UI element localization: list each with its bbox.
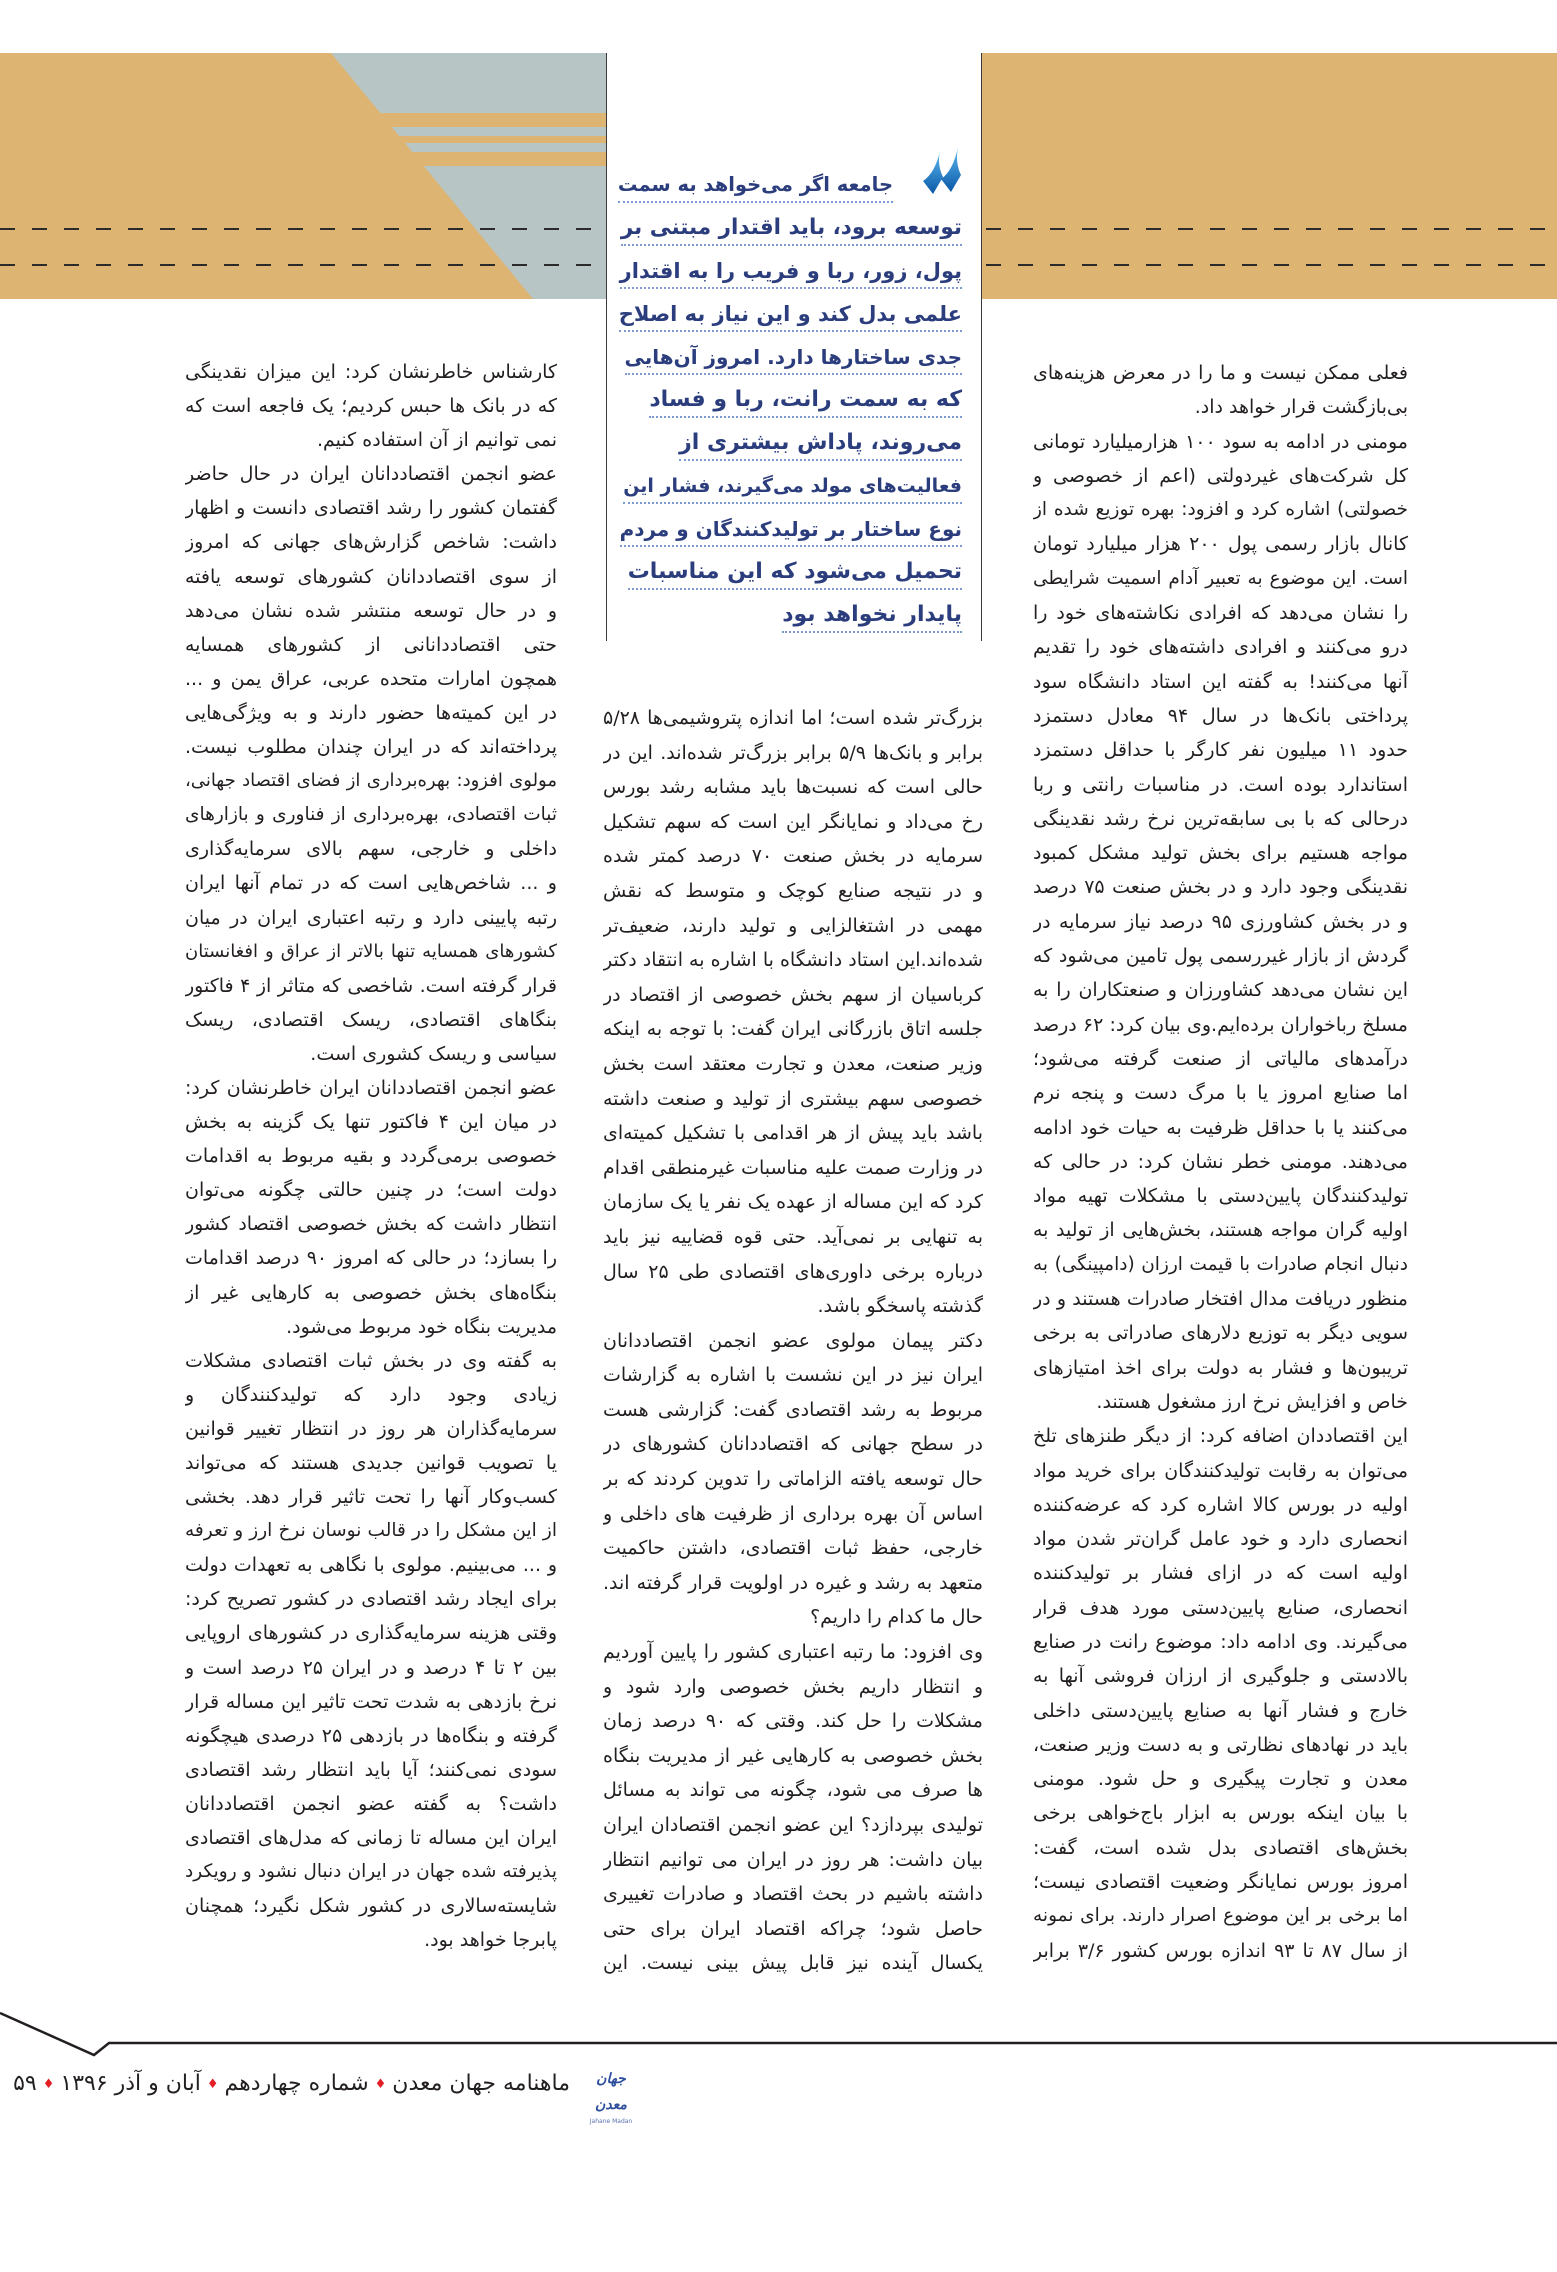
- logo-latin-caption: Jahane Madan: [589, 2118, 633, 2125]
- body-line: به گفته وی در بخش ثبات اقتصادی مشکلات: [185, 1349, 557, 1372]
- pull-quote-line: علمی بدل کند و این نیاز به اصلاح: [619, 299, 962, 332]
- body-line: سرمایه در بخش صنعت ۷۰ درصد کمتر شده: [603, 845, 983, 868]
- body-line: ثبات اقتصادی، بهره‌برداری از فناوری و بازارهای: [185, 804, 557, 826]
- body-line: در سطح جهانی که اقتصاددانان کشورهای در: [603, 1433, 983, 1456]
- body-line: و ... می‌بینیم. مولوی با نگاهی به تعهدات دولت: [185, 1554, 557, 1577]
- body-line: مربوط به رشد اقتصادی گفت: گزارشی هست: [603, 1398, 983, 1421]
- body-line: ایران این مساله تا زمانی که مدل‌های اقتصادی: [185, 1827, 557, 1850]
- body-line: شایسته‌سالاری در کشور شکل نگیرد؛ همچنان: [185, 1895, 557, 1918]
- body-line: دولت است؛ در چنین حالتی چگونه می‌توان: [185, 1179, 557, 1202]
- body-line: با بیان اینکه بورس به ابزار باج‌خواهی برخی: [1033, 1802, 1408, 1825]
- header-band-graphic: [0, 53, 606, 299]
- body-line: معدن و تجارت پیگیری و حل شود. مومنی: [1033, 1768, 1408, 1791]
- body-line: عضو انجمن اقتصاددانان ایران در حال حاضر: [185, 463, 557, 486]
- body-line: خصولتی) اشاره کرد و افزود: بهره توزیع شده از: [1033, 499, 1408, 521]
- pull-quote-line: تحمیل می‌شود که این مناسبات: [628, 557, 962, 590]
- pull-quote-row: [618, 337, 962, 380]
- body-line: را بسازد؛ در حالی که امروز ۹۰ درصد اقدامات: [185, 1247, 557, 1270]
- body-line: بنگاه‌های بخش خصوصی به کارهایی غیر از: [185, 1281, 557, 1304]
- body-line: می‌توان به رقابت تولیدکنندگان برای خرید مواد: [1033, 1459, 1408, 1482]
- body-line: متعهد به رشد و غیره در اولویت قرار گرفته اند.: [603, 1571, 983, 1594]
- footer-date: آبان و آذر ۱۳۹۶: [60, 2071, 201, 2096]
- body-line: حال ما کدام را داریم؟: [810, 1606, 983, 1629]
- red-diamond-icon: ♦: [206, 2077, 219, 2092]
- page-number: ۵۹: [13, 2071, 37, 2096]
- body-line: شده‌اند.این استاد دانشگاه با اشاره به انتقاد دکتر: [603, 949, 983, 972]
- body-line: منظور دریافت مدال افتخار صادرات هستند و در: [1033, 1288, 1408, 1311]
- pull-quote-row: [618, 165, 962, 208]
- body-line: تولیدکنندگان پایین‌دستی با مشکلات تهیه مواد: [1033, 1185, 1408, 1208]
- article-column-left: [185, 355, 557, 1957]
- gold-stripe: [300, 113, 606, 127]
- body-line: و در حال توسعه منتشر شده نشان می‌دهد: [185, 599, 557, 622]
- body-line: حال توسعه یافته الزاماتی را تدوین کردند که بر: [603, 1468, 983, 1491]
- body-line: باشد باید پیش از هر اقدامی با تشکیل کمیته‌ای: [603, 1122, 983, 1145]
- body-line: و ... شاخص‌هایی است که در تمام آنها ایران: [185, 872, 557, 895]
- gray-trapezoid: [331, 53, 606, 299]
- body-line: بالادستی و جلوگیری از ارزان فروشی آنها به: [1033, 1665, 1408, 1688]
- pull-quote-line: نوع ساختار بر تولیدکنندگان و مردم: [620, 514, 962, 547]
- body-line: همچون امارات متحده عربی، عراق یمن و ...: [185, 667, 557, 690]
- body-line: بزرگ‌تر شده است؛ اما اندازه پتروشیمی‌ها ۵/۲۸: [603, 707, 983, 729]
- body-line: برابر و بانک‌ها ۵/۹ برابر بزرگ‌تر شده‌اند. این در: [603, 741, 983, 764]
- body-line: پابرجا خواهد بود.: [424, 1929, 557, 1952]
- body-line: پرداخته‌اند که در ایران چندان مطلوب نیست.: [185, 736, 557, 759]
- body-line: سیاسی و ریسک کشوری است.: [310, 1042, 557, 1065]
- body-line: درباره برخی داوری‌های اقتصادی طی ۲۵ سال: [603, 1260, 983, 1283]
- body-line: اولیه گران مواجه هستند، بخش‌هایی از تولید به: [1033, 1219, 1408, 1242]
- article-column-middle: [603, 701, 983, 1981]
- body-line: نرخ بازدهی به شدت تحت تاثیر این مساله قرار: [185, 1690, 557, 1713]
- body-line: برای ایجاد رشد اقتصادی در کشور تصریح کرد:: [185, 1588, 557, 1611]
- body-line: مشکلات را حل کند. وقتی که ۹۰ درصد زمان: [603, 1710, 983, 1733]
- body-line: ایران نیز در این نشست با اشاره به گزارشات: [603, 1364, 983, 1387]
- dashed-rule: [0, 264, 606, 266]
- body-line: تریبون‌ها و فشار به دولت برای اخذ امتیازهای: [1033, 1356, 1408, 1379]
- body-line: مسلخ رباخواران برده‌ایم.وی بیان کرد: ۶۲ درصد: [1033, 1013, 1408, 1036]
- gold-stripe: [300, 136, 606, 143]
- body-line: رخ می‌داد و نمایانگر این است که سهم تشکیل: [603, 810, 983, 833]
- body-line: گفتمان کشور را رشد اقتصادی دانست و اظهار: [185, 497, 557, 520]
- body-line: کسب‌وکار آنها را تحت تاثیر قرار دهد. بخشی: [185, 1486, 557, 1509]
- body-line: وی افزود: ما رتبه اعتباری کشور را پایین آوردیم: [603, 1641, 983, 1664]
- pull-quote-row: [618, 251, 962, 294]
- body-line: گذشته پاسخگو باشد.: [817, 1295, 983, 1318]
- body-line: مولوی افزود: بهره‌برداری از فضای اقتصاد جهانی،: [185, 770, 557, 792]
- body-line: حتی اقتصاددانانی از کشورهای همسایه: [185, 633, 557, 656]
- body-line: داخلی و خارجی، سهم بالای سرمایه‌گذاری: [185, 838, 557, 861]
- body-line: می‌دهند. مومنی خطر نشان کرد: در حالی که: [1033, 1150, 1408, 1173]
- footer-magazine-name: ماهنامه جهان معدن: [392, 2071, 570, 2096]
- body-line: که در بانک ها حبس کردیم؛ یک فاجعه است که: [185, 395, 557, 418]
- footer-credit: [13, 2069, 570, 2100]
- logo-wordmark: جهان معدن: [595, 2071, 627, 2113]
- body-line: بین ۲ تا ۴ درصد و در ایران ۲۵ درصد است و: [185, 1656, 557, 1679]
- body-line: می‌گیرند. وی ادامه داد: موضوع رانت در صنایع: [1033, 1630, 1408, 1653]
- body-line: و در بخش کشاورزی ۹۵ درصد نیاز سرمایه در: [1033, 910, 1408, 933]
- pull-quote-border-right: [981, 53, 982, 641]
- body-line: نقدینگی وجود دارد و در بخش صنعت ۷۵ درصد: [1033, 876, 1408, 899]
- body-line: این اقتصاددان اضافه کرد: از دیگر طنزهای تلخ: [1033, 1425, 1408, 1448]
- body-line: پرداختی بانک‌ها در سال ۹۴ معادل دستمزد: [1033, 704, 1408, 727]
- body-line: می‌کنند یا با حداقل ظرفیت به حیات خود ادامه: [1033, 1116, 1408, 1139]
- pull-quote-row: [618, 380, 962, 423]
- footer-rule: [0, 2000, 1557, 2070]
- body-line: در این کمیته‌ها حضور دارند و به ویژگی‌هایی: [185, 701, 557, 724]
- body-line: سویی دیگر به توزیع دلارهای صادراتی به برخی: [1033, 1322, 1408, 1345]
- header-band-left: [0, 53, 606, 299]
- body-line: داشت: شاخص گزارش‌های جهانی که امروز: [185, 531, 557, 554]
- body-line: پذیرفته شده جهان در ایران دنبال نشود و رویکرد: [185, 1861, 557, 1883]
- pull-quote-row: [618, 208, 962, 251]
- body-line: حدود ۱۱ میلیون نفر کارگر با حداقل دستمزد: [1033, 739, 1408, 762]
- body-line: امروز بورس نمایانگر وضعیت اقتصادی نیست؛: [1033, 1871, 1408, 1894]
- body-line: درحالی که با بی سابقه‌ترین نرخ رشد نقدینگی: [1033, 807, 1408, 830]
- body-line: استاندارد بوده است. در مناسبات رانتی و ربا: [1033, 773, 1408, 796]
- dashed-rule: [986, 264, 1557, 266]
- pull-quote-row: [618, 294, 962, 337]
- body-line: خصوصی برمی‌گردد و بقیه مربوط به اقدامات: [185, 1145, 557, 1168]
- body-line: گردش از بازار غیررسمی پول تامین می‌شود که: [1033, 945, 1408, 968]
- body-line: خاص و افزایش نرخ ارز مشغول هستند.: [1096, 1390, 1408, 1413]
- gold-stripe: [300, 152, 606, 166]
- body-line: است. این موضوع به تعبیر آدام اسمیت شرایطی: [1033, 567, 1408, 589]
- pull-quote-row: [618, 595, 962, 638]
- pull-quote-line: فعالیت‌های مولد می‌گیرند، فشار این: [623, 471, 962, 504]
- body-line: زیادی وجود دارد که تولیدکنندگان و: [185, 1383, 557, 1406]
- pull-quote: [618, 165, 962, 638]
- body-line: عضو انجمن اقتصاددانان ایران خاطرنشان کرد:: [185, 1076, 557, 1099]
- body-line: بخش خصوصی به کارهایی غیر از مدیریت بنگاه: [603, 1744, 983, 1767]
- body-line: کارشناس خاطرنشان کرد: این میزان نقدینگی: [185, 361, 557, 383]
- body-line: مدیریت بنگاه خود مربوط می‌شود.: [286, 1315, 557, 1338]
- body-line: آنها می‌کنند! به گفته این استاد دانشگاه سود: [1033, 670, 1408, 693]
- body-line: اما برخی بر این موضوع اصرار دارند. برای نمونه: [1033, 1905, 1408, 1927]
- body-line: رتبه پایینی دارد و رتبه اعتباری ایران در میان: [185, 906, 557, 929]
- body-line: درآمدهای مالیاتی از صنعت گرفته می‌شود؛: [1033, 1047, 1408, 1070]
- dashed-rule: [986, 228, 1557, 230]
- body-line: حاصل شود؛ چراکه اقتصاد ایران برای حتی: [603, 1917, 983, 1940]
- pull-quote-line: توسعه برود، باید اقتدار مبتنی بر: [621, 213, 962, 246]
- body-line: نمی توانیم از آن استفاده کنیم.: [317, 429, 557, 452]
- body-line: سرمایه‌گذاران هر روز در انتظار تغییر قوانین: [185, 1417, 557, 1440]
- footer-rule-line: [0, 2013, 1557, 2055]
- body-line: کانال بازار رسمی پول ۲۰۰ هزار میلیارد تومان: [1033, 533, 1408, 556]
- body-line: مواجه هستیم برای بخش تولید مشکل کمبود: [1033, 842, 1408, 865]
- body-line: را نشان می‌دهد که افرادی نکاشته‌های خود را: [1033, 602, 1408, 625]
- pull-quote-row: [618, 509, 962, 552]
- body-line: مومنی در ادامه به سود ۱۰۰ هزارمیلیارد تومانی: [1033, 430, 1408, 453]
- body-line: بیان داشت: هر روز در ایران می توانیم انتظار: [603, 1848, 983, 1871]
- body-line: انتظار داشت که بخش خصوصی اقتصاد کشور: [185, 1213, 557, 1236]
- body-line: به تنهایی بر نمی‌آید. حتی قوه قضاییه نیز باید: [603, 1225, 983, 1248]
- pull-quote-row: [618, 552, 962, 595]
- body-line: اولیه در بورس کالا اشاره کرد که عرضه‌کننده: [1033, 1493, 1408, 1516]
- footer-issue: شماره چهاردهم: [224, 2071, 369, 2096]
- body-line: اساس آن بهره برداری از ظرفیت های داخلی و: [603, 1502, 983, 1525]
- pull-quote-line: جامعه اگر می‌خواهد به سمت: [618, 170, 893, 203]
- body-line: از سال ۸۷ تا ۹۳ اندازه بورس کشور ۳/۶ برابر: [1033, 1939, 1408, 1962]
- body-line: قرار گرفته است. شاخصی که متاثر از ۴ فاکتور: [185, 974, 557, 997]
- body-line: بی‌بازگشت قرار خواهد داد.: [1194, 396, 1408, 419]
- body-line: داشته باشیم در بحث اقتصاد و صادرات تغییری: [603, 1883, 983, 1906]
- dashed-rule: [0, 228, 606, 230]
- pull-quote-row: [618, 423, 962, 466]
- body-line: یکسال آینده نیز قابل پیش بینی نیست. این: [603, 1952, 983, 1975]
- body-line: ها صرف می شود، چگونه می تواند به مسائل: [603, 1779, 983, 1802]
- body-line: خارج و فشار آنها به صنایع پایین‌دستی داخلی: [1033, 1699, 1408, 1722]
- body-line: حالی است که نسبت‌ها باید مشابه رشد بورس: [603, 776, 983, 799]
- body-line: داشت؟ به گفته عضو انجمن اقتصاددانان: [185, 1792, 557, 1815]
- red-diamond-icon: ♦: [42, 2077, 55, 2092]
- pull-quote-border-left: [606, 53, 607, 641]
- body-line: بنگاهای اقتصادی، ریسک اقتصادی، ریسک: [185, 1008, 557, 1031]
- body-line: از این مشکل را در قالب نوسان نرخ ارز و تعرفه: [185, 1520, 557, 1542]
- magazine-logo: [586, 2066, 636, 2125]
- body-line: انحصاری، صنایع پایین‌دستی مورد هدف قرار: [1033, 1596, 1408, 1619]
- body-line: و در نتیجه صنایع کوچک و متوسط که نقش: [603, 879, 983, 902]
- body-line: فعلی ممکن نیست و ما را در معرض هزینه‌های: [1033, 362, 1408, 384]
- body-line: گرفته و بنگاه‌ها در بازدهی ۲۵ درصدی هیچگونه: [185, 1724, 557, 1747]
- body-line: مهمی در اشتغالزایی و تولید دارند، ضعیف‌تر: [603, 914, 983, 937]
- body-line: اما صنایع امروز یا با مرگ دست و پنجه نرم: [1033, 1082, 1408, 1105]
- body-line: این نشان می‌دهد کشاورزان و صنعتکاران را به: [1033, 979, 1408, 1002]
- body-line: یا تصویب قوانین جدیدی هستند که می‌تواند: [185, 1452, 557, 1474]
- article-column-right: [1033, 356, 1408, 1968]
- pull-quote-line: پایدار نخواهد بود: [782, 600, 962, 633]
- pull-quote-line: پول، زور، ربا و فریب را به اقتدار: [620, 256, 962, 289]
- body-line: درو می‌کنند و افرادی داشته‌های خود را تقدیم: [1033, 636, 1408, 659]
- body-line: از سوی اقتصاددانان کشورهای توسعه یافته: [185, 565, 557, 588]
- body-line: وزیر صنعت، معدن و تجارت معتقد است بخش: [603, 1052, 983, 1075]
- body-line: جلسه اتاق بازرگانی ایران گفت: با توجه به اینکه: [603, 1018, 983, 1041]
- body-line: دکتر پیمان مولوی عضو انجمن اقتصاددانان: [603, 1329, 983, 1352]
- body-line: سودی نمی‌کنند؛ آیا باید انتظار رشد اقتصادی: [185, 1758, 557, 1781]
- body-line: دنبال انجام صادرات با قیمت ارزان (دامپینگی) به: [1033, 1253, 1408, 1275]
- body-line: و انتظار داریم بخش خصوصی وارد شود و: [603, 1675, 983, 1698]
- body-line: کرباسیان از سهم بخش خصوصی از اقتصاد در: [603, 983, 983, 1006]
- body-line: تولیدی بپردازد؟ این عضو انجمن اقتصادان ایران: [603, 1814, 983, 1836]
- pull-quote-line: جدی ساختارها دارد. امروز آن‌هایی: [625, 342, 962, 375]
- body-line: کرد که این مساله از عهده یک نفر یا یک سازمان: [603, 1191, 983, 1214]
- body-line: انحصاری دارد و خود عامل گران‌تر شدن مواد: [1033, 1528, 1408, 1551]
- body-line: بخش‌های اقتصادی بدل شده است، گفت:: [1033, 1836, 1408, 1859]
- pull-quote-line: می‌روند، پاداش بیشتری از: [679, 428, 962, 461]
- pull-quote-line: که به سمت رانت، ربا و فساد: [649, 385, 962, 418]
- red-diamond-icon: ♦: [374, 2077, 387, 2092]
- body-line: در میان این ۴ فاکتور تنها یک گزینه به بخش: [185, 1111, 557, 1134]
- body-line: خارجی، حفظ ثبات اقتصادی، داشتن حاکمیت: [603, 1537, 983, 1560]
- body-line: وقتی هزینه سرمایه‌گذاری در کشورهای اروپایی: [185, 1622, 557, 1645]
- body-line: در وزارت صمت علیه مناسبات غیرمنطقی اقدام: [603, 1156, 983, 1179]
- body-line: کشورهای همسایه تنها بالاتر از عراق و افغانستان: [185, 940, 557, 962]
- pull-quote-row: [618, 466, 962, 509]
- body-line: اولیه است که در ازای فشار بر تولیدکننده: [1033, 1562, 1408, 1585]
- header-band-right: [982, 53, 1557, 299]
- body-line: باید در نهادهای نظارتی و به دست وزیر صنعت،: [1033, 1733, 1408, 1756]
- body-line: کل شرکت‌های غیردولتی (اعم از خصوصی و: [1033, 464, 1408, 487]
- body-line: خصوصی سهم بیشتری از تولید و صنعت داشته: [603, 1087, 983, 1110]
